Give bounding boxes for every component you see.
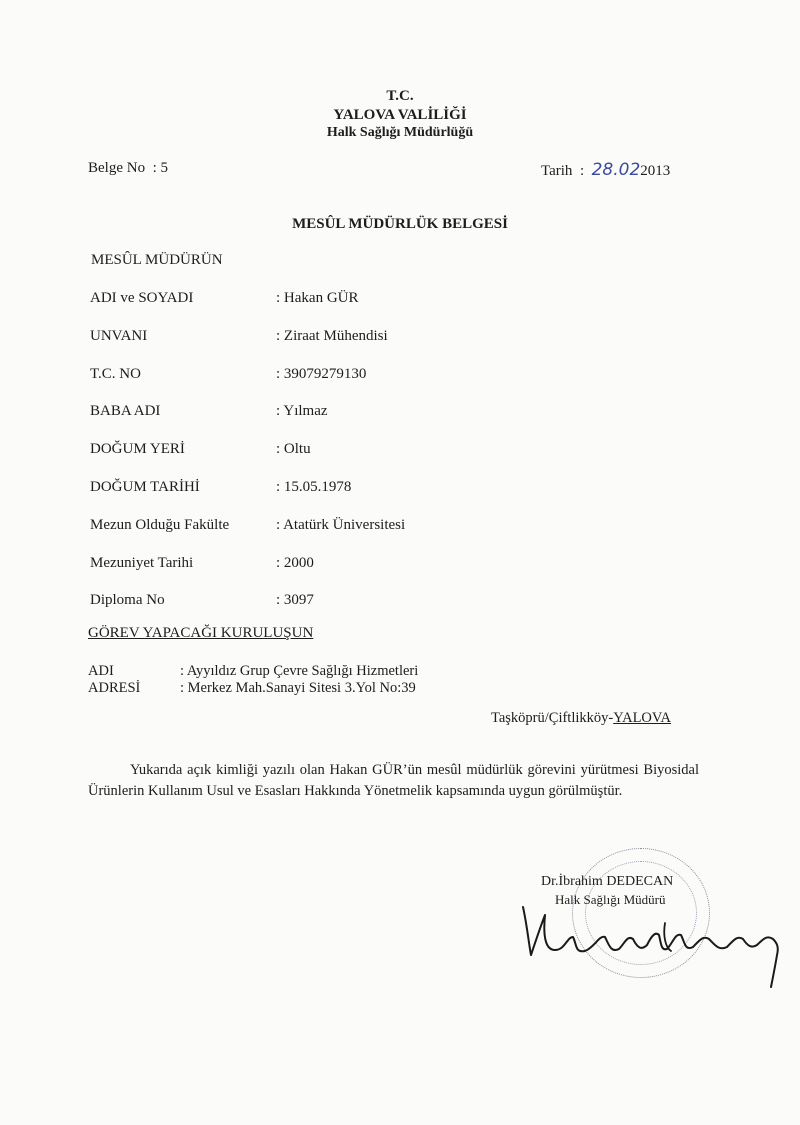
org-name-label: ADI <box>88 663 114 679</box>
field-label: T.C. NO <box>90 366 141 382</box>
date-colon: : <box>579 163 585 179</box>
document-title: MESÛL MÜDÜRLÜK BELGESİ <box>292 216 508 232</box>
field-value: : 15.05.1978 <box>276 479 352 495</box>
field-label: DOĞUM YERİ <box>90 441 185 457</box>
field-label: Mezuniyet Tarihi <box>90 555 194 571</box>
field-value: : Atatürk Üniversitesi <box>276 517 406 533</box>
org-city-prefix: Taşköprü/Çiftlikköy- <box>491 710 614 726</box>
approval-paragraph: Yukarıda açık kimliği yazılı olan Hakan GÜR’ün mesûl müdürlük görevini yürütmesi Biyosidal Ürünlerin Kullanım Usul ve Esasları Hakkında Yönetmelik kapsamında uygun görülmüştür. <box>88 762 699 799</box>
doc-date <box>541 160 670 180</box>
header-governorate: YALOVA VALİLİĞİ <box>333 107 467 123</box>
field-value: : 39079279130 <box>276 366 367 382</box>
field-value: : Oltu <box>276 441 311 457</box>
org-address-label: ADRESİ <box>88 680 141 696</box>
header-directorate: Halk Sağlığı Müdürlüğü <box>326 125 474 140</box>
field-label: Mezun Olduğu Fakülte <box>90 517 230 533</box>
date-year: 2013 <box>640 163 671 179</box>
field-label: UNVANI <box>90 328 148 344</box>
field-value: : Yılmaz <box>276 403 328 419</box>
doc-number-value: : 5 <box>152 160 168 176</box>
header-tc: T.C. <box>386 88 414 104</box>
field-label: ADI ve SOYADI <box>90 290 194 306</box>
field-value: : 3097 <box>276 592 314 608</box>
field-value: : Ziraat Mühendisi <box>276 328 388 344</box>
field-value: : Hakan GÜR <box>276 290 359 306</box>
org-heading: GÖREV YAPACAĞI KURULUŞUN <box>88 625 314 641</box>
signatory-title: Halk Sağlığı Müdürü <box>555 892 666 907</box>
date-handwritten: 28.02 <box>591 160 641 180</box>
org-address-value: : Merkez Mah.Sanayi Sitesi 3.Yol No:39 <box>180 680 416 696</box>
handwritten-signature <box>515 895 795 995</box>
field-value: : 2000 <box>276 555 314 571</box>
doc-number-label: Belge No <box>88 160 146 176</box>
doc-number <box>88 160 168 177</box>
org-city <box>491 710 671 727</box>
org-city-underlined: YALOVA <box>613 710 671 726</box>
field-label: BABA ADI <box>90 403 161 419</box>
signatory-name: Dr.İbrahim DEDECAN <box>541 874 674 889</box>
org-name-value: : Ayyıldız Grup Çevre Sağlığı Hizmetleri <box>180 663 419 679</box>
date-label: Tarih <box>541 163 573 179</box>
section-manager-heading: MESÛL MÜDÜRÜN <box>91 252 223 268</box>
field-label: DOĞUM TARİHİ <box>90 479 200 495</box>
field-label: Diploma No <box>90 592 165 608</box>
